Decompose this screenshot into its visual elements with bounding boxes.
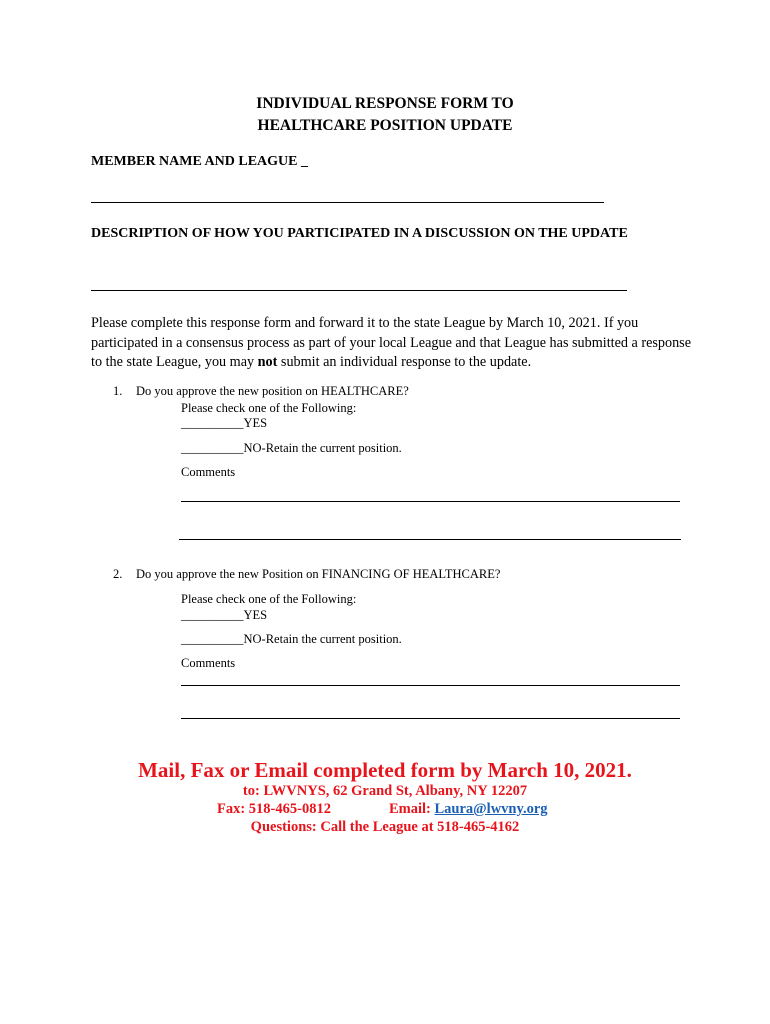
question-1-yes-option[interactable]: __________YES <box>181 416 268 430</box>
question-1-text: Do you approve the new position on HEALTHCARE? <box>136 384 409 398</box>
question-1-comment-line-2[interactable] <box>179 539 681 540</box>
footer-address: to: LWVNYS, 62 Grand St, Albany, NY 12207 <box>242 783 528 799</box>
question-2-text: Do you approve the new Position on FINANCING OF HEALTHCARE? <box>136 567 501 581</box>
question-1-comment-line[interactable] <box>181 501 680 502</box>
question-2-comment-line-1[interactable] <box>181 685 680 686</box>
footer-headline: Mail, Fax or Email completed form by March 10, 2021. <box>138 758 632 782</box>
question-1-no-option[interactable]: __________NO-Retain the current position. <box>181 441 402 455</box>
question-2-no-option[interactable]: __________NO-Retain the current position. <box>181 632 402 646</box>
question-2-comments-label: Comments <box>181 656 236 670</box>
instructions-text-end: submit an individual response to the update. <box>277 354 532 370</box>
form-title-line-2: HEALTHCARE POSITION UPDATE <box>257 117 513 134</box>
email-link[interactable]: Laura@lwvny.org <box>434 801 548 817</box>
question-2-yes-option[interactable]: __________YES <box>181 608 268 622</box>
description-line[interactable] <box>91 290 627 291</box>
question-1-check-prompt: Please check one of the Following: <box>181 401 357 415</box>
form-title-line-1: INDIVIDUAL RESPONSE FORM TO <box>256 95 514 112</box>
question-2-number: 2. <box>113 567 123 581</box>
footer-questions: Questions: Call the League at 518-465-4162 <box>250 819 520 835</box>
member-name-label: MEMBER NAME AND LEAGUE _ <box>91 154 309 169</box>
question-2-check-prompt: Please check one of the Following: <box>181 592 357 606</box>
question-2-comment-line-2[interactable] <box>181 718 680 719</box>
instructions-paragraph <box>91 314 691 373</box>
footer-email-label: Email: <box>389 801 435 817</box>
footer-fax: Fax: 518-465-0812 <box>217 801 331 817</box>
instructions-text: Please complete this response form and forward it to the state League by March 10, 2021. If you participated in a consensus process as part of your local League and that League has submitted a response to the state League, you may <box>91 315 692 370</box>
question-1-number: 1. <box>113 384 123 398</box>
member-name-line[interactable] <box>91 202 604 203</box>
footer-email-line <box>389 801 548 818</box>
instructions-emphasis: not <box>257 354 278 370</box>
description-label: DESCRIPTION OF HOW YOU PARTICIPATED IN A DISCUSSION ON THE UPDATE <box>91 226 628 241</box>
question-1-comments-label: Comments <box>181 465 236 479</box>
